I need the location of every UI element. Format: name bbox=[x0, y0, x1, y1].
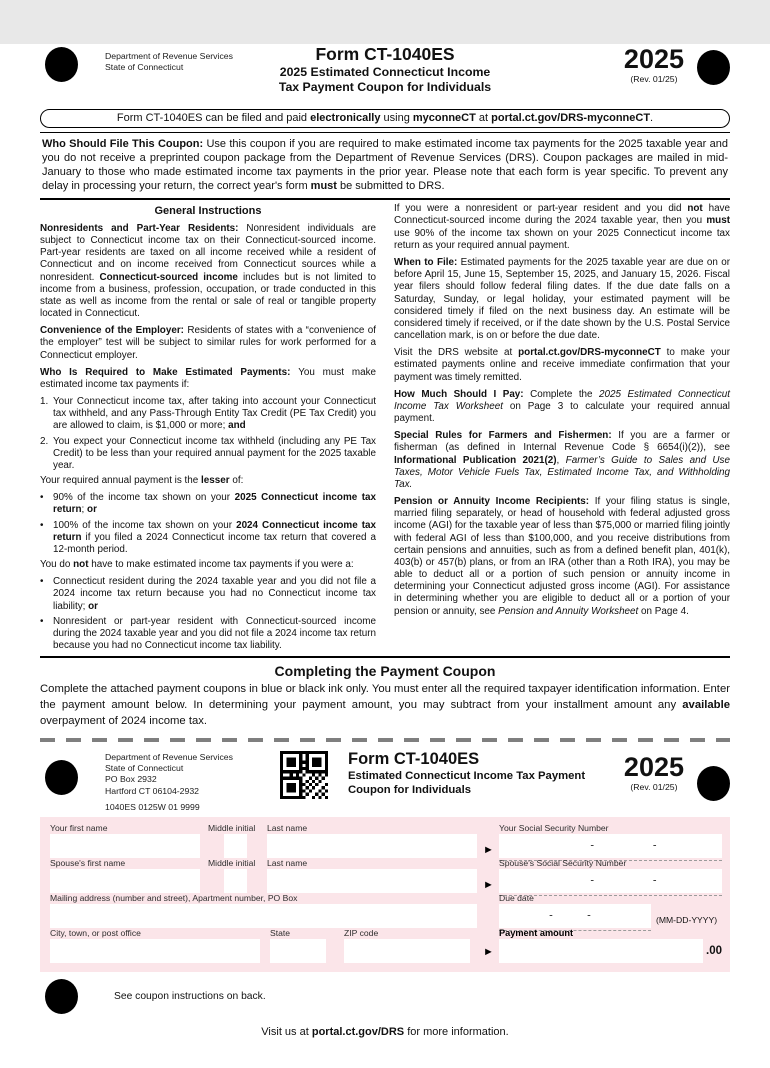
revision-label: (Rev. 01/25) bbox=[630, 74, 678, 84]
coupon-subtitle-line1: Estimated Connecticut Income Tax Payment bbox=[348, 769, 586, 782]
spouse-first-name-label: Spouse's first name bbox=[50, 857, 126, 868]
paragraph-pension: Pension or Annuity Income Recipients: If your filing status is single, married filing separately, or head of household with federal adjusted gross income (AGI) for the taxable year of less than $75,000 or married filing jointly with federal AGI of less than $100,000, and you receive distributions from certain pensions and annuities, such as from a defined benefit plan, 401(k), 403(b) or 457(b) plans, or from an IRA (other than a Roth IRA), you may be able to deduct all or a portion of such pension or annuity income in determining your Connecticut adjusted gross income (AGI). For assistance in determining whether you are eligible to deduct all or a portion of your pension or annuity, see Pension and Annuity Worksheet on Page 4. bbox=[394, 496, 730, 617]
ssn-separator: - bbox=[590, 874, 595, 887]
year-block bbox=[624, 46, 684, 84]
ssn-separator: - bbox=[652, 839, 657, 852]
coupon-title-block bbox=[348, 750, 585, 798]
last-name-label: Last name bbox=[267, 857, 308, 868]
city-input[interactable] bbox=[50, 939, 260, 963]
punch-hole-icon bbox=[45, 760, 78, 795]
agency-state: State of Connecticut bbox=[105, 62, 184, 73]
middle-initial-label: Middle initial bbox=[208, 822, 256, 833]
state-input[interactable] bbox=[270, 939, 326, 963]
punch-hole-icon bbox=[697, 766, 730, 801]
general-instructions bbox=[40, 203, 730, 655]
due-date-input[interactable] bbox=[499, 904, 651, 928]
zip-input[interactable] bbox=[344, 939, 470, 963]
spouse-first-name-input[interactable] bbox=[50, 869, 200, 893]
middle-initial-label: Middle initial bbox=[208, 857, 256, 868]
list-marker: 2. bbox=[40, 435, 49, 447]
arrow-icon: ► bbox=[483, 878, 494, 891]
zip-label: ZIP code bbox=[344, 927, 379, 938]
state-label: State bbox=[270, 927, 291, 938]
who-should-file-box: Who Should File This Coupon: Use this coupon if you are required to make estimated income tax payments for the 2025 taxable year and you do not receive a preprinted coupon package from the Department of Revenue Services (DRS). Coupon packages are mailed in mid-January to those who made estimated income tax payments in the prior year. Please note that each form is year specific. To prevent any delay in processing your return, the correct year's form must be submitted to DRS. bbox=[40, 132, 730, 200]
form-subtitle-line2: Tax Payment Coupon for Individuals bbox=[278, 80, 492, 94]
paragraph-visit-drs: Visit the DRS website at portal.ct.gov/DRS-myconneCT to make your estimated payments online and receive immediate confirmation that your payment was timely remitted. bbox=[394, 347, 730, 383]
section-divider bbox=[40, 656, 730, 658]
date-separator: - bbox=[587, 909, 591, 922]
list-marker: 1. bbox=[40, 396, 49, 408]
row-mailing-address bbox=[48, 893, 722, 928]
payment-amount-label: Payment amount bbox=[499, 927, 574, 938]
list-item: • 90% of the income tax shown on your 2025 Connecticut income tax return; or bbox=[40, 492, 377, 516]
list-item: • 100% of the income tax shown on your 2024 Connecticut income tax return if you filed a 2024 Connecticut income tax return that covered a 12-month period. bbox=[40, 519, 376, 555]
agency-block bbox=[105, 51, 233, 74]
efile-banner: Form CT-1040ES can be filed and paid electronically using myconneCT at portal.ct.gov/DRS-myconneCT. bbox=[40, 109, 730, 128]
instructions-left-column bbox=[40, 203, 376, 655]
spouse-middle-initial-input[interactable] bbox=[224, 869, 247, 893]
list-item: 1. Your Connecticut income tax, after taking into account your Connecticut tax withheld, and any Pass-Through Entity Tax Credit (PE Tax Credit) you are allowed to claim, is $1,000 or more; and bbox=[40, 396, 376, 432]
arrow-icon: ► bbox=[483, 843, 494, 856]
payment-amount-input[interactable] bbox=[499, 939, 703, 963]
completing-heading: Completing the Payment Coupon bbox=[274, 663, 496, 680]
punch-hole-icon bbox=[45, 47, 78, 82]
coupon-year-block bbox=[623, 751, 684, 792]
coupon-fields-area bbox=[40, 817, 730, 972]
spouse-ssn-input[interactable] bbox=[499, 869, 722, 893]
tax-year: 2025 bbox=[623, 44, 684, 74]
see-instructions-row bbox=[40, 979, 730, 1014]
list-item: • Nonresident or part-year resident with Connecticut-sourced income during the 2024 taxable year and you did not file a 2024 income tax return because you had no Connecticut income tax liability. bbox=[40, 615, 376, 652]
tear-line bbox=[40, 738, 730, 742]
title-block bbox=[279, 44, 491, 95]
coupon-tax-year: 2025 bbox=[623, 751, 684, 782]
paragraph-no-estimates: You do not have to make estimated income tax payments if you were a: bbox=[40, 559, 354, 571]
punch-hole-icon bbox=[45, 979, 78, 1014]
arrow-icon: ► bbox=[483, 945, 494, 958]
middle-initial-input[interactable] bbox=[224, 834, 247, 858]
row-taxpayer-name bbox=[48, 823, 722, 858]
punch-hole-icon bbox=[697, 50, 730, 85]
list-item: • Connecticut resident during the 2024 taxable year and you did not file a 2024 income tax return because you had no Connecticut income tax liability; or bbox=[40, 576, 376, 612]
bullet-marker: • bbox=[40, 519, 44, 531]
spouse-last-name-input[interactable] bbox=[267, 869, 477, 893]
form-page bbox=[0, 44, 770, 1068]
completing-paragraph: Complete the attached payment coupons in blue or black ink only. You must enter all the required taxpayer identification information. Enter the payment amount below. In determining your payment amount, you may subtract from your installment amount any available overpayment of 2024 income tax. bbox=[40, 683, 730, 727]
see-instructions-text: See coupon instructions on back. bbox=[114, 990, 266, 1002]
bullet-marker: • bbox=[40, 615, 44, 627]
general-instructions-heading: General Instructions bbox=[154, 205, 262, 218]
first-name-label: Your first name bbox=[50, 822, 108, 833]
ssn-separator: - bbox=[590, 839, 595, 852]
spouse-ssn-label: Spouse's Social Security Number bbox=[499, 857, 627, 868]
address-line: Department of Revenue Services bbox=[105, 751, 233, 762]
agency-name: Department of Revenue Services bbox=[105, 51, 233, 61]
paragraph-convenience: Convenience of the Employer: Residents of states with a “convenience of the employer” test will be subject to similar rules for work performed for a Connecticut employer. bbox=[40, 325, 376, 361]
ssn-separator: - bbox=[652, 874, 657, 887]
first-name-input[interactable] bbox=[50, 834, 200, 858]
last-name-label: Last name bbox=[267, 822, 308, 833]
your-ssn-label: Your Social Security Number bbox=[499, 822, 609, 833]
address-line: State of Connecticut bbox=[105, 763, 184, 774]
paragraph-nonresidents: Nonresidents and Part-Year Residents: Nonresident individuals are subject to Connecticut income tax on their Connecticut-sourced income. Part-year residents are taxed on all income received while a resident of Connecticut and on income received from Connecticut sources while a nonresident. Connecticut-sourced income includes but is not limited to income from a business, profession, occupation, or trade conducted in this state as well as income from the rental or sale of real or tangible property located in Connecticut. bbox=[40, 222, 377, 320]
coupon-header bbox=[40, 750, 730, 812]
date-format-hint: (MM-DD-YYYY) bbox=[656, 914, 718, 925]
city-label: City, town, or post office bbox=[50, 927, 141, 938]
form-subtitle-line1: 2025 Estimated Connecticut Income bbox=[279, 65, 491, 79]
your-ssn-input[interactable] bbox=[499, 834, 722, 858]
address-line: PO Box 2932 bbox=[105, 774, 157, 785]
form-title: Form CT-1040ES bbox=[315, 44, 455, 64]
form-header bbox=[40, 44, 730, 106]
bullet-marker: • bbox=[40, 576, 44, 588]
paragraph-required-payment: Your required annual payment is the lesser of: bbox=[40, 475, 244, 487]
last-name-input[interactable] bbox=[267, 834, 477, 858]
coupon-subtitle-line2: Coupon for Individuals bbox=[348, 784, 472, 797]
paragraph-when-to-file: When to File: Estimated payments for the 2025 taxable year are due on or before April 15, June 15, September 15, 2025, and January 15, 2026. Fiscal year filers should follow federal filing dates. If the due date falls on a Saturday, Sunday, or legal holiday, your estimated payment will be considered timely if filed on the next business day. An estimate will be considered timely if received, or if the date shown by the U.S. Postal Service cancellation mark, is on or before the due date. bbox=[394, 257, 730, 342]
coupon-address-block bbox=[105, 752, 233, 814]
coupon-revision-label: (Rev. 01/25) bbox=[630, 781, 678, 792]
paragraph-nonresident-90: If you were a nonresident or part-year resident and you did not have Connecticut-sourced income during the 2024 taxable year, then you must use 90% of the income tax shown on your 2025 Connecticut income tax return as your required annual payment. bbox=[394, 203, 730, 251]
row-city-payment bbox=[48, 928, 722, 963]
footer-note: Visit us at portal.ct.gov/DRS for more information. bbox=[261, 1025, 509, 1038]
mailing-address-input[interactable] bbox=[50, 904, 477, 928]
list-item: 2. You expect your Connecticut income tax withheld (including any PE Tax Credit) to be less than your required annual payment for the 2025 taxable year. bbox=[40, 435, 376, 471]
row-spouse-name bbox=[48, 858, 722, 893]
paragraph-who-required: Who Is Required to Make Estimated Payments: You must make estimated income tax payments if: bbox=[40, 366, 376, 390]
mailing-address-label: Mailing address (number and street), Apartment number, PO Box bbox=[50, 892, 298, 903]
coupon-form-title: Form CT-1040ES bbox=[348, 749, 480, 768]
paragraph-farmers: Special Rules for Farmers and Fishermen: If you are a farmer or fisherman (as defined in Internal Revenue Code § 6654(i)(2)), see Informational Publication 2021(2), Farmer’s Guide to Sales and Use Taxes, Motor Vehicle Fuels Tax, Estimated Income Tax, and Withholding Tax. bbox=[394, 430, 731, 490]
date-separator: - bbox=[549, 909, 553, 922]
instructions-right-column bbox=[394, 203, 730, 655]
qr-code bbox=[280, 751, 328, 799]
paragraph-how-much: How Much Should I Pay: Complete the 2025 Estimated Connecticut Income Tax Worksheet on Page 3 to calculate your required annual payment. bbox=[394, 388, 731, 425]
due-date-label: Due date bbox=[499, 892, 534, 903]
address-line: Hartford CT 06104-2932 bbox=[105, 785, 200, 796]
bullet-marker: • bbox=[40, 492, 44, 504]
cents-suffix: .00 bbox=[706, 944, 722, 957]
scanline-code: 1040ES 0125W 01 9999 bbox=[105, 802, 200, 813]
